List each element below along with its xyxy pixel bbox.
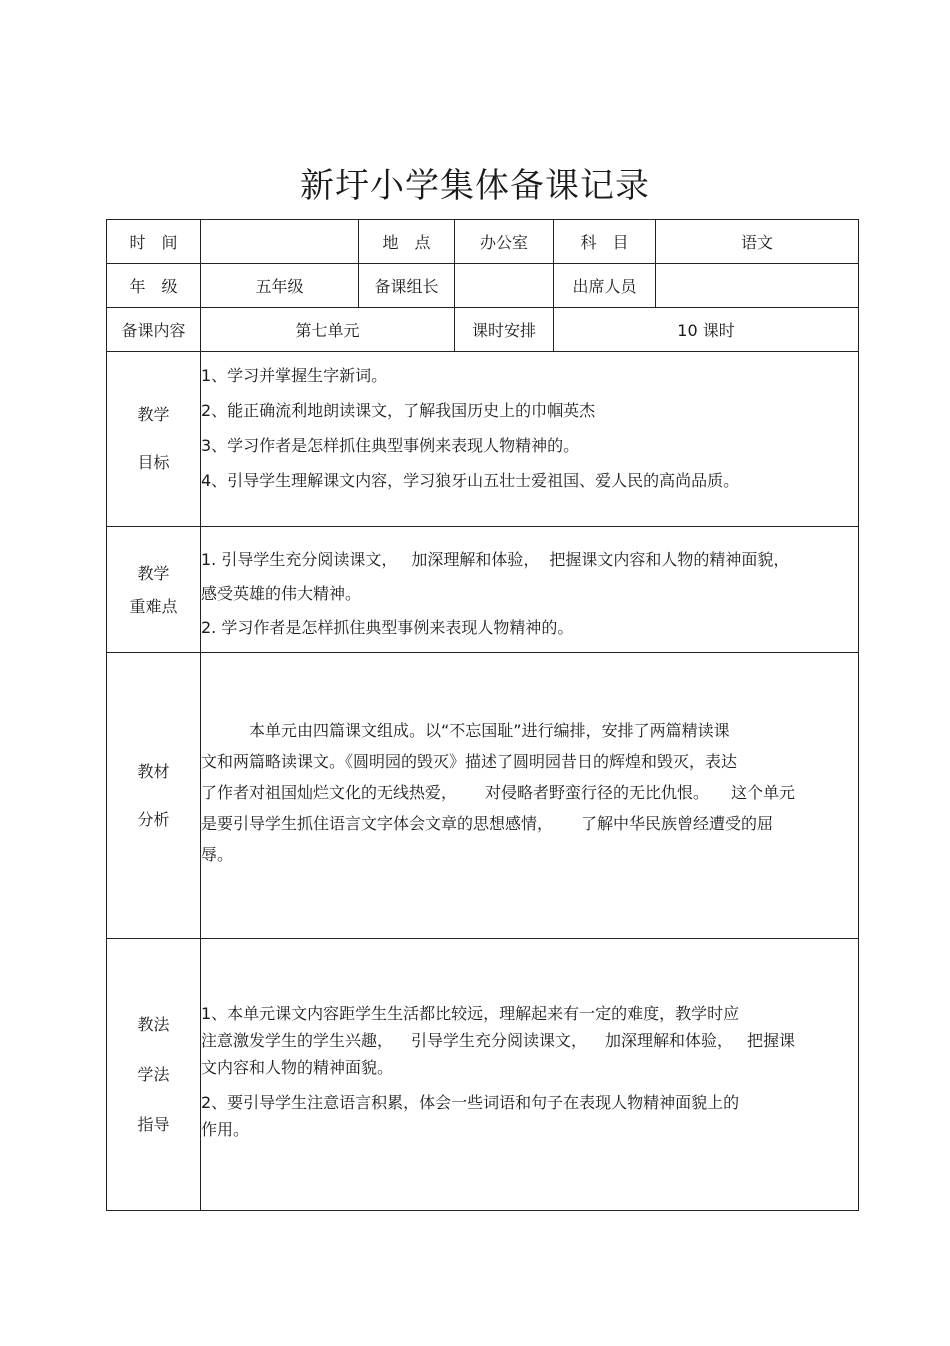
difficulty-line <box>201 543 858 577</box>
methods-content <box>201 939 859 1211</box>
method-line: 2、要引导学生注意语言积累，体会一些词语和句子在表现人物精神面貌上的 <box>201 1093 740 1112</box>
place-label: 地 点 <box>359 220 455 264</box>
grade-value: 五年级 <box>201 264 359 308</box>
analysis-content <box>201 653 859 939</box>
content-label: 备课内容 <box>107 308 201 352</box>
methods-label-line-3: 指导 <box>137 1114 170 1134</box>
leader-label: 备课组长 <box>359 264 455 308</box>
difficulty-line-1b: 加深理解和体验， <box>411 550 540 569</box>
analysis-line-3a: 了作者对祖国灿烂文化的无线热爱， <box>201 783 458 802</box>
goals-label-line-2: 目标 <box>137 453 170 472</box>
methods-label-line-2: 学法 <box>137 1064 170 1084</box>
time-label: 时 间 <box>107 220 201 264</box>
goal-item: 3、学习作者是怎样抓住典型事例来表现人物精神的。 <box>201 436 580 455</box>
page-title: 新圩小学集体备课记录 <box>300 166 650 206</box>
difficulties-label <box>107 527 201 653</box>
goal-item: 4、引导学生理解课文内容，学习狼牙山五壮士爱祖国、爱人民的高尚品质。 <box>201 471 740 490</box>
method-line: 文内容和人物的精神面貌。 <box>201 1058 394 1077</box>
attendees-label: 出席人员 <box>554 264 656 308</box>
difficulty-line: 2. 学习作者是怎样抓住典型事例来表现人物精神的。 <box>201 618 574 637</box>
time-value <box>201 220 359 264</box>
goal-item: 2、能正确流利地朗读课文，了解我国历史上的巾帼英杰 <box>201 401 596 420</box>
analysis-line-3b: 对侵略者野蛮行径的无比仇恨。 <box>485 783 710 802</box>
goals-label <box>107 352 201 527</box>
row-content <box>107 308 859 352</box>
goals-label-line-1: 教学 <box>137 405 170 424</box>
attendees-value <box>656 264 859 308</box>
analysis-line-4a: 是要引导学生抓住语言文字体会文章的思想感情， <box>201 814 554 833</box>
analysis-line-4b: 了解中华民族曾经遭受的屈 <box>581 814 774 833</box>
analysis-line: 文和两篇略读课文。《圆明园的毁灭》描述了圆明园昔日的辉煌和毁灭，表达 <box>201 752 738 771</box>
analysis-line: 辱。 <box>201 845 234 864</box>
method-line: 1、本单元课文内容距学生生活都比较远，理解起来有一定的难度，教学时应 <box>201 1004 740 1023</box>
content-value: 第七单元 <box>201 308 455 352</box>
method-line-2a: 注意激发学生的学生兴趣， <box>201 1031 394 1050</box>
lesson-record-table <box>106 219 859 1211</box>
analysis-line <box>201 777 858 808</box>
difficulties-label-line-2: 重难点 <box>129 596 178 616</box>
difficulties-content <box>201 527 859 653</box>
place-value: 办公室 <box>455 220 554 264</box>
analysis-line <box>201 808 858 839</box>
difficulty-line: 感受英雄的伟大精神。 <box>201 584 362 603</box>
method-line-2d: 把握课 <box>747 1031 796 1050</box>
methods-label <box>107 939 201 1211</box>
method-line-2b: 引导学生充分阅读课文， <box>411 1031 588 1050</box>
row-time <box>107 220 859 264</box>
analysis-line-3c: 这个单元 <box>731 783 796 802</box>
analysis-label-line-1: 教材 <box>137 761 170 781</box>
method-line-2c: 加深理解和体验， <box>605 1031 734 1050</box>
row-goals <box>107 352 859 527</box>
grade-label: 年 级 <box>107 264 201 308</box>
method-line: 作用。 <box>201 1120 250 1139</box>
row-analysis <box>107 653 859 939</box>
difficulty-line-1a: 1. 引导学生充分阅读课文， <box>201 550 398 569</box>
analysis-label-line-2: 分析 <box>137 809 170 829</box>
row-grade <box>107 264 859 308</box>
method-line <box>201 1027 858 1054</box>
row-methods <box>107 939 859 1211</box>
difficulties-label-line-1: 教学 <box>137 563 170 583</box>
analysis-line: 本单元由四篇课文组成。以“不忘国耻”进行编排，安排了两篇精读课 <box>249 721 730 740</box>
subject-label: 科 目 <box>554 220 656 264</box>
subject-value: 语文 <box>656 220 859 264</box>
goal-item: 1、学习并掌握生字新词。 <box>201 366 388 385</box>
schedule-label: 课时安排 <box>455 308 554 352</box>
methods-label-line-1: 教法 <box>137 1014 170 1034</box>
analysis-label <box>107 653 201 939</box>
schedule-value: 10 课时 <box>554 308 859 352</box>
difficulty-line-1c: 把握课文内容和人物的精神面貌， <box>549 550 790 569</box>
leader-value <box>455 264 554 308</box>
goals-content <box>201 352 859 527</box>
row-difficulties <box>107 527 859 653</box>
